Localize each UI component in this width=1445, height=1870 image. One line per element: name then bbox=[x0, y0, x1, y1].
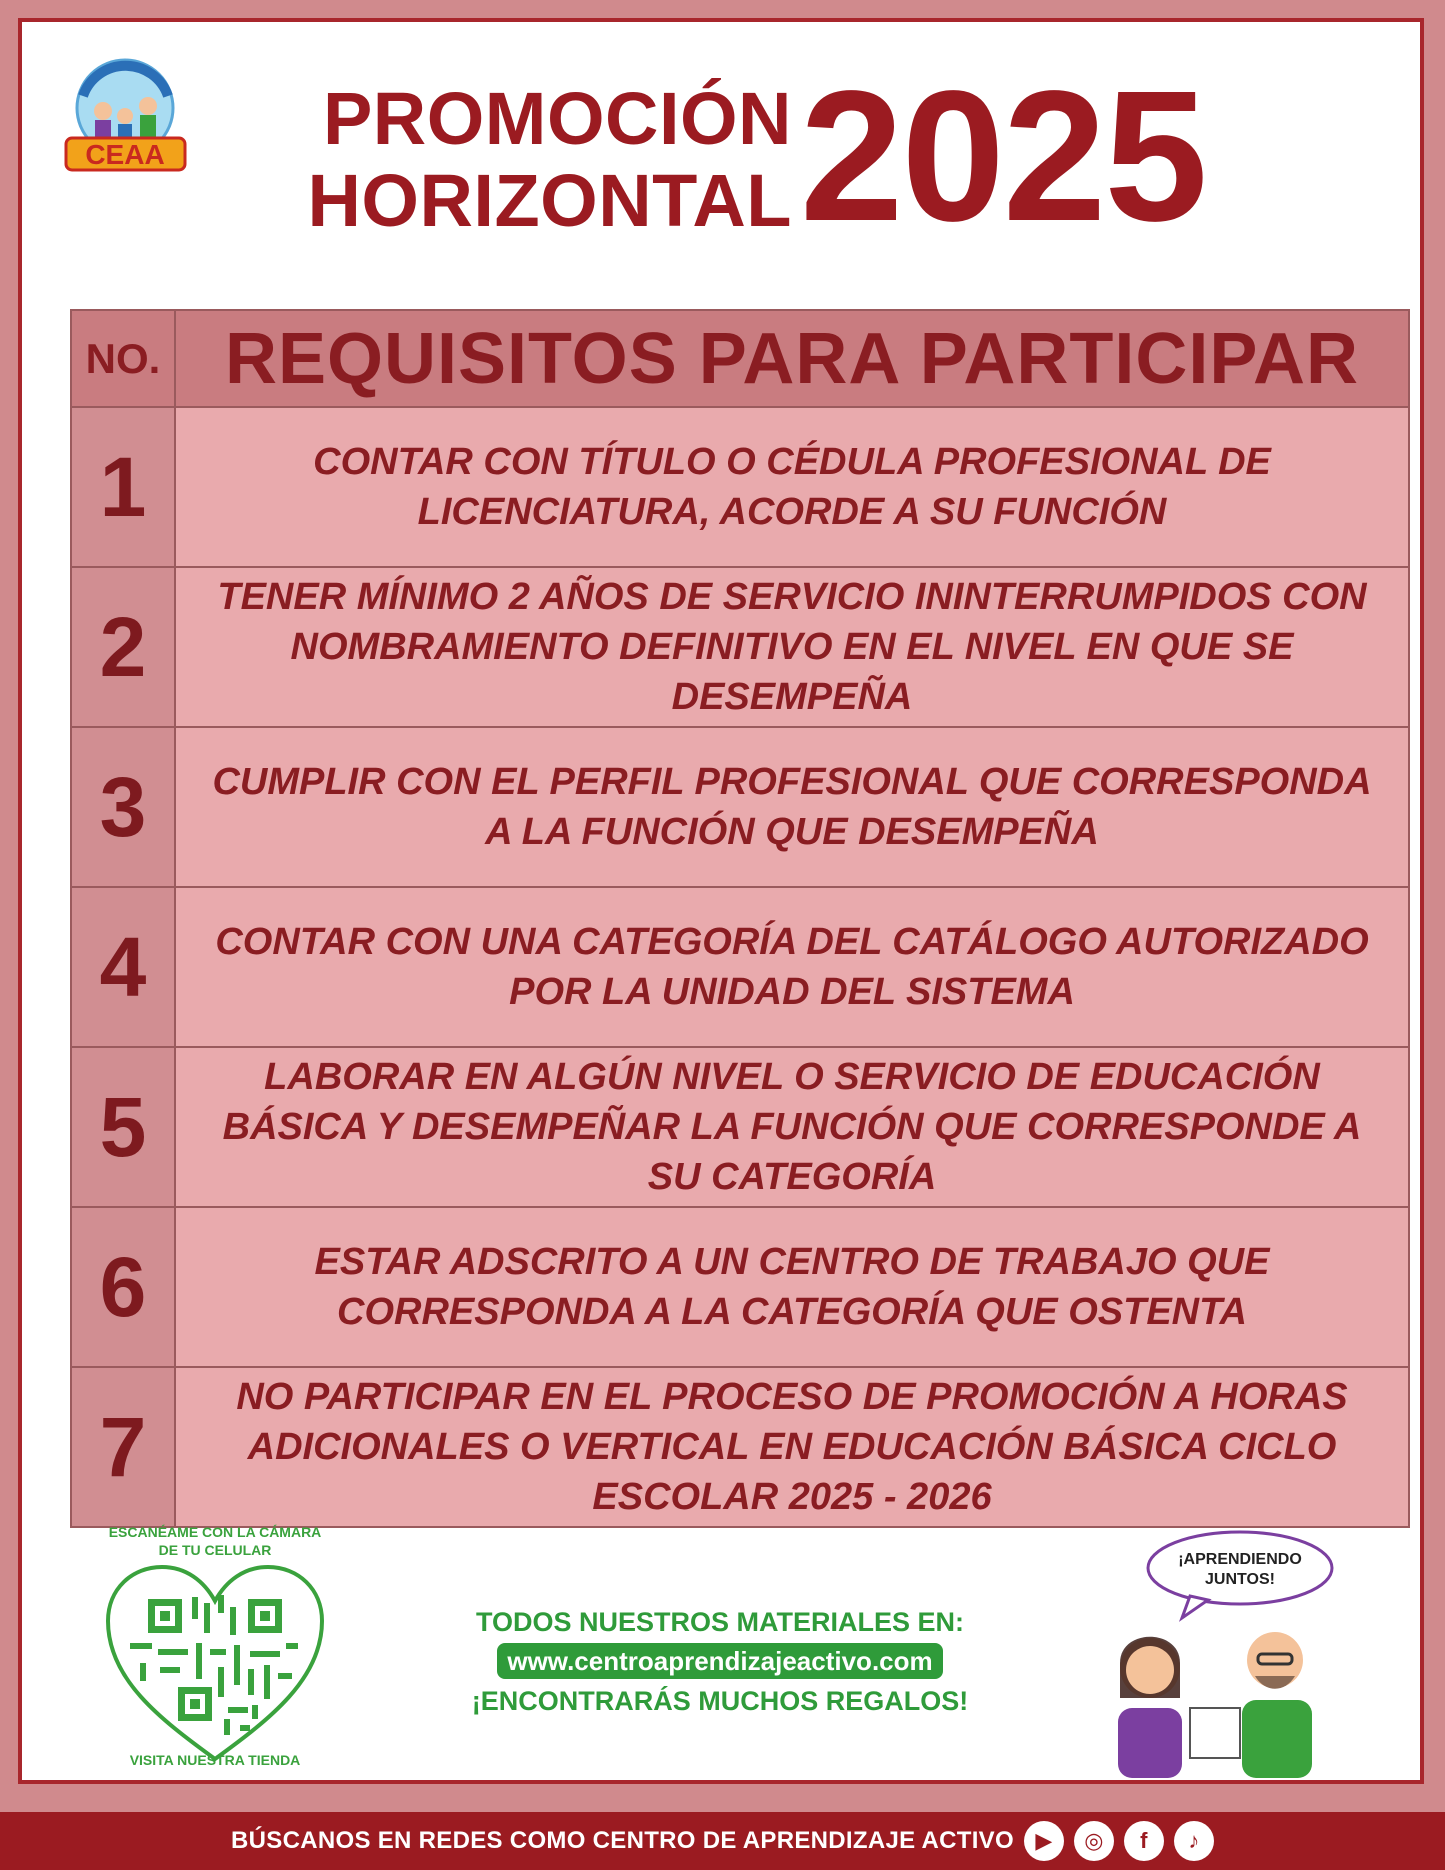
row-requirement: LABORAR EN ALGÚN NIVEL O SERVICIO DE EDUCACIÓN BÁSICA Y DESEMPEÑAR LA FUNCIÓN QUE CORRESPONDE A SU CATEGORÍA bbox=[175, 1047, 1409, 1207]
table-row bbox=[71, 567, 1409, 727]
table-row bbox=[71, 1207, 1409, 1367]
row-requirement: CONTAR CON TÍTULO O CÉDULA PROFESIONAL DE LICENCIATURA, ACORDE A SU FUNCIÓN bbox=[175, 407, 1409, 567]
social-icons bbox=[1024, 1821, 1214, 1861]
footer-text: BÚSCANOS EN REDES COMO CENTRO DE APRENDIZAJE ACTIVO bbox=[231, 1827, 1014, 1854]
ceaa-logo bbox=[58, 56, 193, 174]
row-requirement: TENER MÍNIMO 2 AÑOS DE SERVICIO ININTERRUMPIDOS CON NOMBRAMIENTO DEFINITIVO EN EL NIVEL EN QUE SE DESEMPEÑA bbox=[175, 567, 1409, 727]
row-number: 2 bbox=[71, 567, 175, 727]
qr-caption-bottom: VISITA NUESTRA TIENDA bbox=[129, 1752, 301, 1768]
row-requirement: ESTAR ADSCRITO A UN CENTRO DE TRABAJO QUE CORRESPONDA A LA CATEGORÍA QUE OSTENTA bbox=[175, 1207, 1409, 1367]
header-no: NO. bbox=[71, 310, 175, 407]
facebook-icon[interactable]: f bbox=[1124, 1821, 1164, 1861]
row-requirement: CUMPLIR CON EL PERFIL PROFESIONAL QUE CORRESPONDA A LA FUNCIÓN QUE DESEMPEÑA bbox=[175, 727, 1409, 887]
row-requirement: NO PARTICIPAR EN EL PROCESO DE PROMOCIÓN A HORAS ADICIONALES O VERTICAL EN EDUCACIÓN BÁSICA CICLO ESCOLAR 2025 - 2026 bbox=[175, 1367, 1409, 1527]
row-number: 7 bbox=[71, 1367, 175, 1527]
row-number: 6 bbox=[71, 1207, 175, 1367]
table-row bbox=[71, 727, 1409, 887]
table-header-row bbox=[71, 310, 1409, 407]
title-year: 2025 bbox=[800, 53, 1206, 260]
table-row bbox=[71, 887, 1409, 1047]
row-requirement: CONTAR CON UNA CATEGORÍA DEL CATÁLOGO AUTORIZADO POR LA UNIDAD DEL SISTEMA bbox=[175, 887, 1409, 1047]
poster-sheet bbox=[18, 18, 1424, 1784]
row-number: 4 bbox=[71, 887, 175, 1047]
title-line-1: PROMOCIÓN bbox=[322, 77, 792, 160]
promo-line-1: TODOS NUESTROS MATERIALES EN: bbox=[475, 1607, 965, 1637]
heart-qr-code-icon[interactable] bbox=[100, 1559, 330, 1764]
table-row bbox=[71, 407, 1409, 567]
qr-caption-top: ESCANÉAME CON LA CÁMARA DE TU CELULAR bbox=[108, 1524, 322, 1558]
row-number: 1 bbox=[71, 407, 175, 567]
mascot-illustration bbox=[1090, 1528, 1340, 1778]
tiktok-icon[interactable]: ♪ bbox=[1174, 1821, 1214, 1861]
footer-bar bbox=[0, 1812, 1445, 1870]
row-number: 3 bbox=[71, 727, 175, 887]
row-number: 5 bbox=[71, 1047, 175, 1207]
promo-line-3: ¡ENCONTRARÁS MUCHOS REGALOS! bbox=[471, 1686, 969, 1716]
title-line-2: HORIZONTAL bbox=[307, 159, 792, 242]
header-title: REQUISITOS PARA PARTICIPAR bbox=[175, 310, 1409, 407]
instagram-icon[interactable]: ◎ bbox=[1074, 1821, 1114, 1861]
requirements-table bbox=[70, 309, 1410, 1528]
website-link[interactable]: www.centroaprendizajeactivo.com bbox=[497, 1643, 942, 1679]
table-row bbox=[71, 1047, 1409, 1207]
title-block bbox=[232, 78, 792, 242]
qr-section bbox=[100, 1523, 330, 1769]
table-row bbox=[71, 1367, 1409, 1527]
youtube-icon[interactable]: ▶ bbox=[1024, 1821, 1064, 1861]
logo-text: CEAA bbox=[85, 139, 165, 170]
bubble-line-2: JUNTOS! bbox=[1205, 1571, 1275, 1588]
bubble-line-1: ¡APRENDIENDO bbox=[1178, 1551, 1302, 1568]
promo-block bbox=[420, 1605, 1020, 1719]
